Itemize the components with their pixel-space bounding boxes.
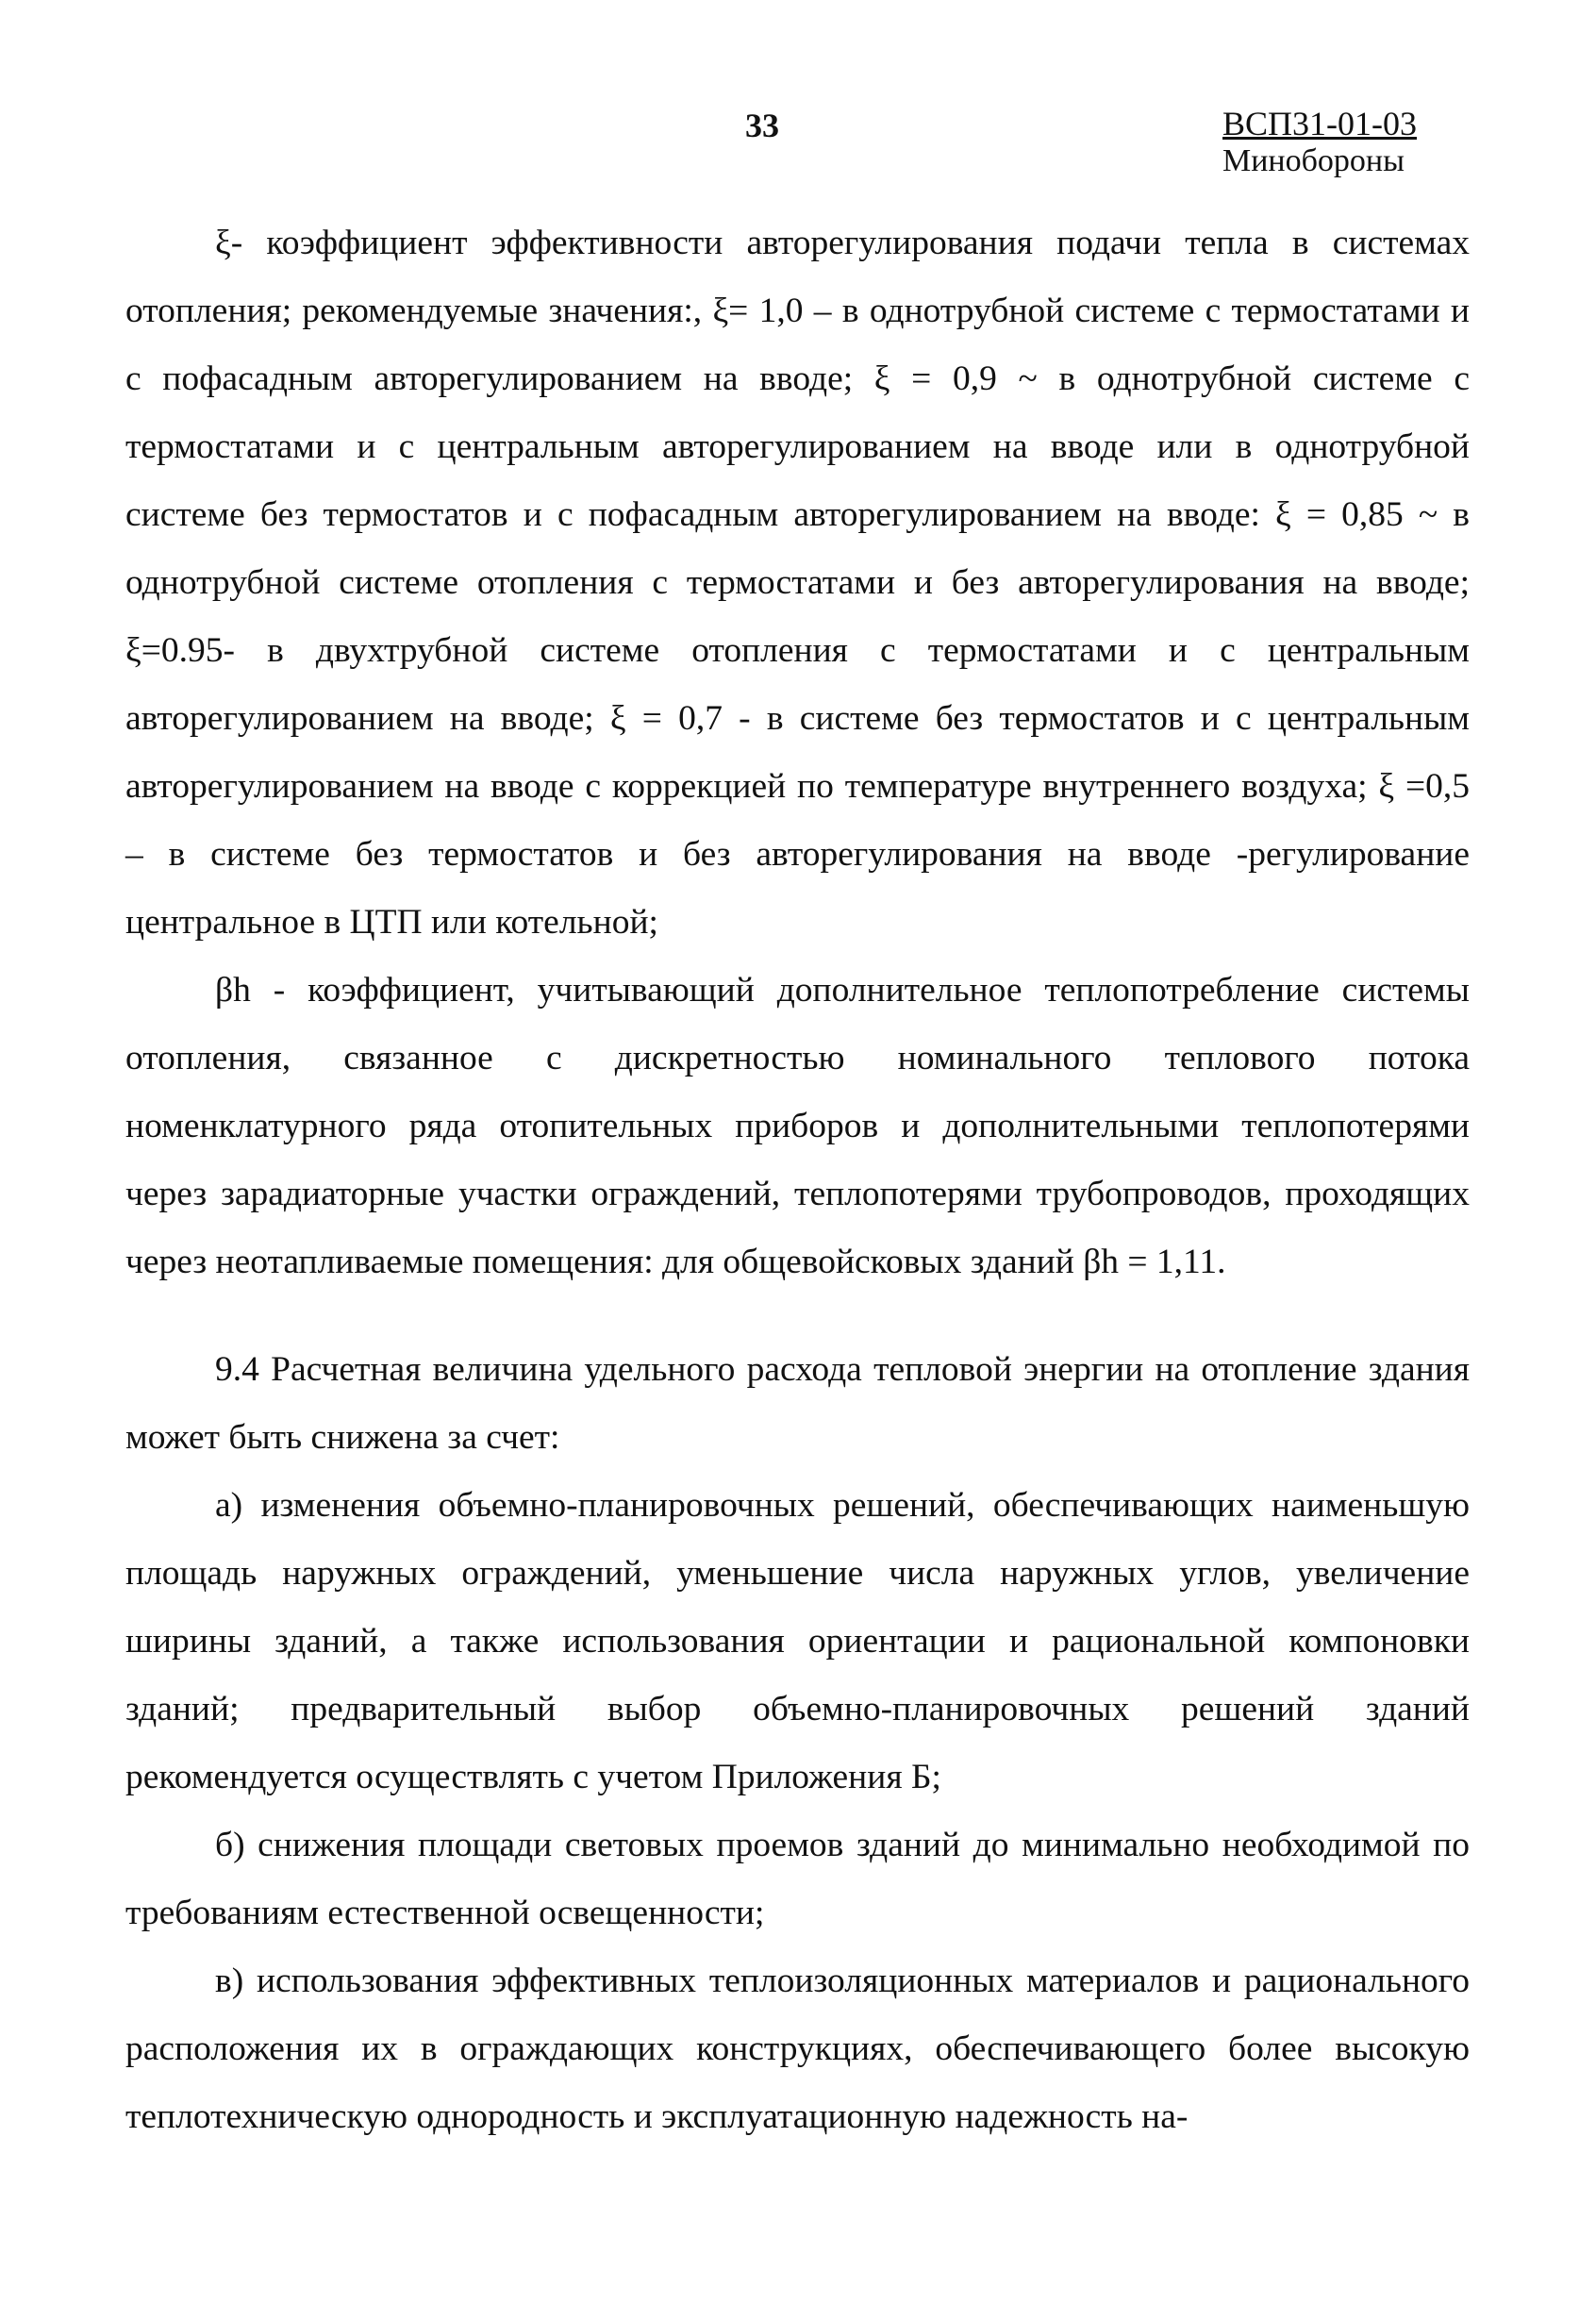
document-code: ВСП31-01-03 [1222, 105, 1417, 142]
paragraph-xi-coefficient: ξ- коэффициент эффективности авторегулирования подачи тепла в системах отопления; рекомендуемые значения:, ξ= 1,0 – в однотрубной системе с термостатами и с пофасадным авторегулированием на вводе; ξ = 0,9 ~ в однотрубной системе с термостатами и с центральным авторегулированием на вводе или в однотрубной системе без термостатов и с пофасадным авторегулированием на вводе: ξ = 0,85 ~ в однотрубной системе отопления с термостатами и без авторегулирования на вводе; ξ=0.95- в двухтрубной системе отопления с термостатами и с центральным авторегулированием на вводе; ξ = 0,7 - в системе без термостатов и с центральным авторегулированием на вводе с коррекцией по температуре внутреннего воздуха; ξ =0,5 – в системе без термостатов и без авторегулирования на вводе -регулирование центральное в ЦТП или котельной; [125, 224, 1470, 942]
paragraph-section-9-4: 9.4 Расчетная величина удельного расхода тепловой энергии на отопление здания может быть снижена за счет: [125, 1350, 1470, 1457]
page-number: 33 [745, 107, 779, 144]
list-item-v: в) использования эффективных теплоизоляционных материалов и рационального расположения их в ограждающих конструкциях, обеспечивающего более высокую теплотехническую однородность и эксплуатационную надежность на- [125, 1962, 1470, 2136]
paragraph-gap [125, 1296, 1470, 1336]
body-text [125, 209, 1470, 2151]
list-item-a: а) изменения объемно-планировочных решений, обеспечивающих наименьшую площадь наружных ограждений, уменьшение числа наружных углов, увеличение ширины зданий, а также использования ориентации и рациональной компоновки зданий; предварительный выбор объемно-планировочных решений зданий рекомендуется осуществлять с учетом Приложения Б; [125, 1486, 1470, 1796]
list-item-b: б) снижения площади световых проемов зданий до минимально необходимой по требованиям естественной освещенности; [125, 1826, 1470, 1932]
document-organization: Минобороны [1222, 143, 1405, 178]
paragraph-beta-coefficient: βh - коэффициент, учитывающий дополнительное теплопотребление системы отопления, связанное с дискретностью номинального теплового потока номенклатурного ряда отопительных приборов и дополнительными теплопотерями через зарадиаторные участки ограждений, теплопотерями трубопроводов, проходящих через неотапливаемые помещения: для общевойсковых зданий βh = 1,11. [125, 971, 1470, 1281]
